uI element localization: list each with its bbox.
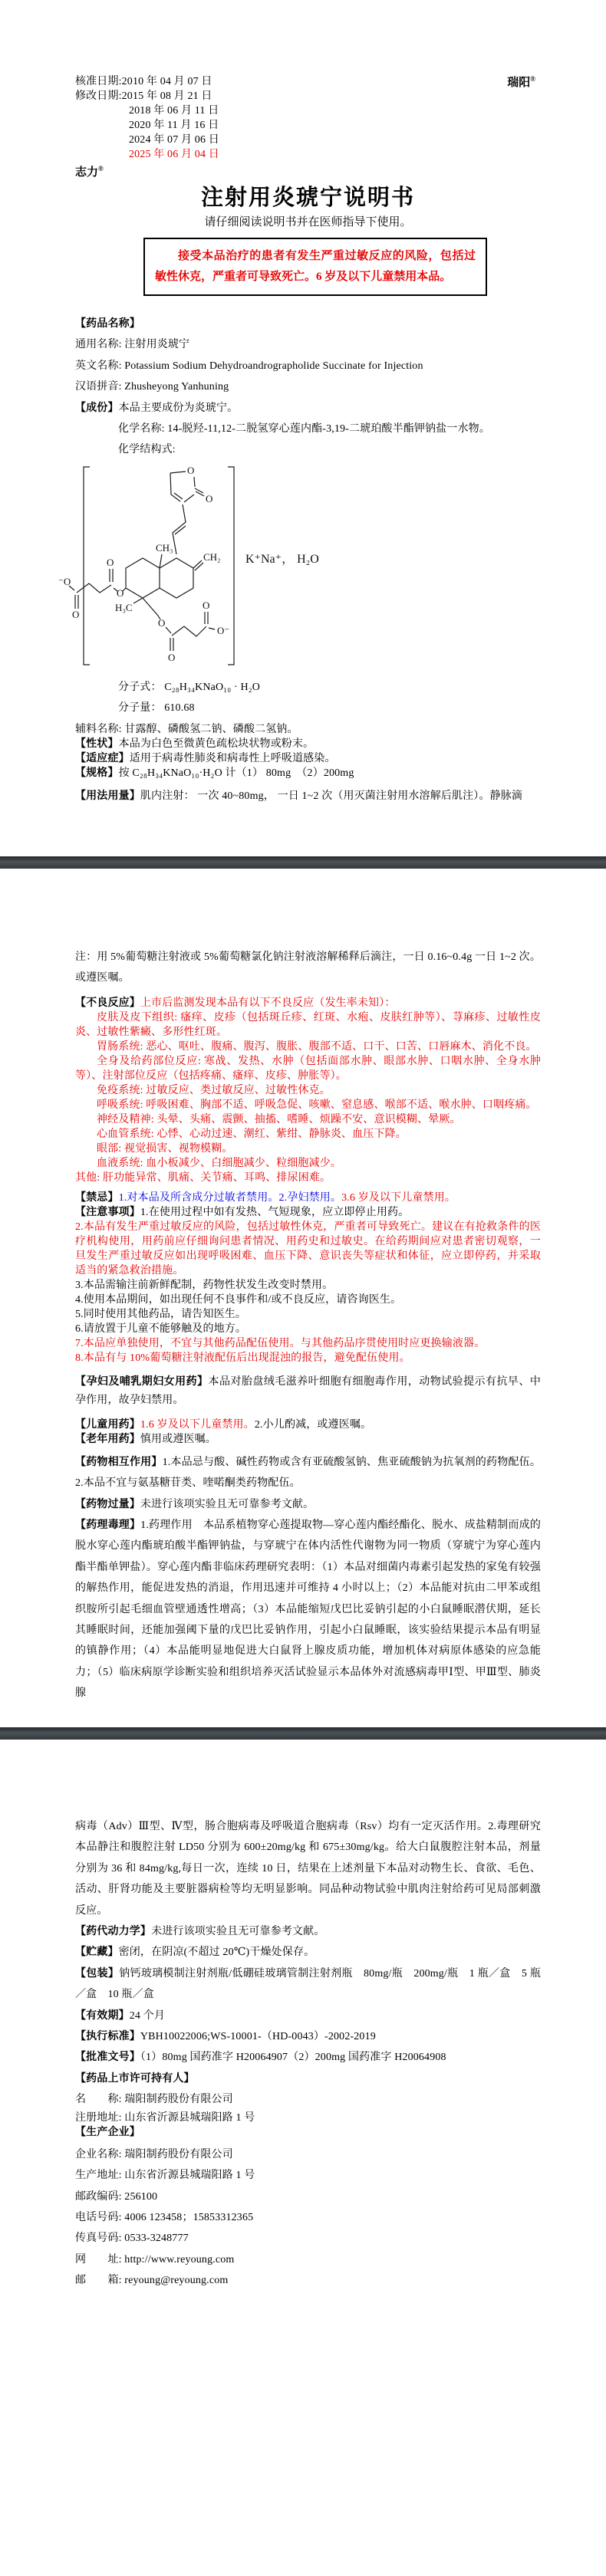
revision-date-row: 2024 年 07 月 06 日	[129, 134, 219, 146]
section-mah: 【药品上市许可持有人】	[75, 2072, 195, 2085]
section-pharmacokinetics: 【药代动力学】未进行该项实验且无可靠参考文献。	[75, 1926, 325, 1938]
dosage-note: 注：用 5%葡萄糖注射液或 5%葡萄糖氯化钠注射液溶解稀释后滴注，一日 0.16~0.4g 一日 1~2 次。或遵医嘱。	[75, 951, 541, 984]
bracket-left	[84, 467, 90, 665]
atom-label-o: O	[206, 492, 213, 504]
precautions-item-2: 2.本品有发生严重过敏反应的风险，包括过敏性休克，严重者可导致死亡。建议在有抢救条件的医疗机构使用，用药前应仔细询问患者情况、用药史和过敏史。在给药期间应对患者密切观察，一旦发生严重过敏反应如出现呼吸困难、血压下降、意识丧失等症状和体征，应立即停药，并采取适当的紧急救治措施。	[75, 1221, 541, 1276]
brand-ruiyang-text: 瑞阳	[507, 77, 531, 89]
section-description: 【性状】本品为白色至微黄色疏松块状物或粉末。	[75, 738, 315, 750]
section-package: 【包装】钠钙玻璃模制注射剂瓶/低硼硅玻璃管制注射剂瓶 80mg/瓶 200mg/瓶 1 瓶／盒 5 瓶／盒 10 瓶／盒	[75, 1967, 542, 2001]
adr-item: 呼吸系统: 呼吸困难、胸部不适、呼吸急促、咳嗽、窒息感、喉部不适、喉水肿、口咽疼痛。	[97, 1099, 537, 1111]
pharmacology-continued: 病毒（Adv）Ⅲ型、Ⅳ型，肠合胞病毒及呼吸道合胞病毒（Rsv）均有一定灭活作用。2.毒理研究 本品静注和腹腔注射 LD50 分别为 600±20mg/kg 和 675±30mg/kg。给大白鼠腹腔注射本品，剂量分别为 36 和 84mg/kg,每日一次，连续 10 日，结果在上述剂量下本品对动物生长、食欲、毛色、活动、肝肾功能及主要脏器病检等均无明显影响。同品种动物试验中肌肉注射给药可见局部刺激反应。	[75, 1821, 541, 1917]
atom-label-o-minus: ⁻O	[58, 575, 71, 587]
field-pinyin: 汉语拼音: Zhusheyong Yanhuning	[75, 381, 229, 393]
revision-date-row: 2020 年 11 月 16 日	[129, 120, 219, 131]
atom-label-o: O	[168, 651, 176, 663]
precautions-item: 6.请放置于儿童不能够触及的地方。	[75, 1322, 247, 1335]
methyl-left-label: H₃C	[115, 601, 133, 613]
adr-item: 胃肠系统: 恶心、呕吐、腹痛、腹泻、腹胀、腹部不适、口干、口苦、口唇麻木、消化不良。	[97, 1040, 537, 1053]
field-structure-label: 化学结构式:	[118, 444, 176, 456]
prod-address-row: 生产地址: 山东省沂源县城瑞阳路 1 号	[75, 2170, 255, 2182]
field-formula: 分子式： C₂₈H₃₄KNaO₁₀ · H₂O	[118, 681, 260, 693]
field-english-name: 英文名称: Potassium Sodium Dehydroandrographolide Succinate for Injection	[75, 360, 423, 372]
field-mol-weight: 分子量： 610.68	[118, 702, 195, 715]
section-standard: 【执行标准】YBH10022006;WS-10001-（HD-0043）-2002-2019	[75, 2031, 376, 2043]
precautions-item: 5.同时使用其他药品，请告知医生。	[75, 1308, 247, 1320]
vinyl-chain	[173, 504, 186, 554]
adr-item: 全身及给药部位反应: 寒战、发热、水肿（包括面部水肿、眼部水肿、口咽水肿、全身水肿等）、注射部位反应（包括疼痛、瘙痒、皮疹、肿胀等）。	[75, 1055, 541, 1082]
section-approval-number: 【批准文号】（1）80mg 国药准字 H20064907（2）200mg 国药准字 H20064908	[75, 2052, 446, 2064]
revision-date-row: 修改日期:2015 年 08 月 21 日	[75, 90, 212, 102]
section-adverse-reactions	[75, 996, 541, 1185]
mah-name-row: 名 称: 瑞阳制药股份有限公司	[75, 2094, 233, 2106]
precautions-item: 7.本品应单独使用，不宜与其他药品配伍使用。与其他药品序贯使用时应更换输液器。	[75, 1337, 486, 1349]
postcode-row: 邮政编码: 256100	[75, 2190, 158, 2203]
field-excipients: 辅料名称: 甘露醇、磷酸氢二钠、磷酸二氢钠。	[75, 723, 298, 735]
section-composition: 【成份】本品主要成份为炎琥宁。	[75, 402, 239, 414]
section-dosage: 【用法用量】肌内注射： 一次 40~80mg， 一日 1~2 次（用灭菌注射用水溶解后肌注）。静脉滴	[75, 790, 523, 802]
methylene-label: CH₂	[203, 550, 221, 563]
methyl-label: CH₃	[156, 541, 173, 554]
phone-row: 电话号码: 4006 123458；15853312365	[75, 2211, 254, 2223]
section-manufacturer: 【生产企业】	[75, 2126, 140, 2138]
section-overdose: 【药物过量】未进行该项实验且无可靠参考文献。	[75, 1498, 315, 1510]
field-chemical-name: 化学名称: 14-脱羟-11,12-二脱氢穿心莲内酯-3,19-二琥珀酸半酯钾钠盐一水物。	[118, 423, 490, 435]
subtitle: 请仔细阅读说明书并在医师指导下使用。	[204, 216, 412, 228]
section-interactions: 【药物相互作用】1.本品忌与酸、碱性药物或含有亚硫酸氢钠、焦亚硫酸钠为抗氧剂的药物配伍。2.本品不宜与氨基糖苷类、喹喏酮类药物配伍。	[75, 1456, 541, 1490]
atom-label-o: O	[117, 586, 124, 599]
section-precautions	[75, 1205, 541, 1365]
section-elderly: 【老年用药】慎用或遵医嘱。	[75, 1433, 216, 1445]
page-separator	[0, 1727, 606, 1740]
furanone-ring	[170, 465, 212, 504]
precautions-item: 8.本品有与 10%葡萄糖注射液配伍后出现混浊的报告，避免配伍使用。	[75, 1352, 410, 1364]
precautions-item: 4.使用本品期间，如出现任何不良事件和/或不良反应，请咨询医生。	[75, 1293, 402, 1306]
adr-item: 眼部: 视觉损害、视物模糊。	[97, 1142, 233, 1155]
page-1	[0, 0, 606, 856]
revision-date-row-latest: 2025 年 06 月 04 日	[129, 149, 219, 160]
atom-label-o: O	[158, 616, 166, 629]
revision-date-row: 2018 年 06 月 11 日	[129, 105, 219, 117]
section-pharmacology: 【药理毒理】1.药理作用 本品系植物穿心莲提取物—穿心莲内酯经酯化、脱水、成盐精制而成的脱水穿心莲内酯琥珀酸半酯钾钠盐，与穿琥宁在体内活性代谢物为同一物质（穿琥宁为穿心莲内酯半酯单钾盐）。穿心莲内酯非临床药理研究表明：（1）本品对细菌内毒素引起发热的家兔有较强的解热作用，能促进发热的消退，作用迅速并可维持 4 小时以上；（2）本品能对抗由二甲苯或组织胺所引起毛细血管壁通透性增高；（3）本品能缩短戊巴比妥钠引起的小白鼠睡眠潜伏期，延长其睡眠时间，还能加强阈下量的戊巴比妥钠作用，引起小白鼠睡眠，该实验结果提示本品有明显的镇静作用；（4）本品能明显地促进大白鼠肾上腺皮质功能，增加机体对病原体感染的应急能力；（5）临床病原学诊断实验和组织培养灭活试验显示本品体外对流感病毒甲Ⅰ型、甲Ⅲ型、肺炎腺	[75, 1520, 541, 1700]
field-generic-name: 通用名称: 注射用炎琥宁	[75, 339, 190, 351]
adr-item: 皮肤及皮下组织: 瘙痒、皮疹（包括斑丘疹、红斑、水疱、皮肤红肿等）、荨麻疹、过敏性皮炎、过敏性紫癜、多形性红斑。	[75, 1011, 541, 1038]
company-name-row: 企业名称: 瑞阳制药股份有限公司	[75, 2148, 233, 2160]
page-separator	[0, 856, 606, 869]
section-indications: 【适应症】适用于病毒性肺炎和病毒性上呼吸道感染。	[75, 752, 336, 764]
page-2	[0, 869, 606, 1727]
date-block	[75, 0, 541, 162]
boxed-warning: 接受本品治疗的患者有发生严重过敏反应的风险，包括过敏性休克，严重者可导致死亡。6 岁及以下儿童禁用本品。	[143, 238, 487, 296]
section-specification: 【规格】按 C₂₈H₃₄KNaO₁₀·H₂O 计（1） 80mg （2）200mg	[75, 767, 354, 779]
adr-item-other: 其他: 肝功能异常、肌痛、关节痛、耳鸣、排尿困难。	[75, 1171, 331, 1184]
registered-mark: ®	[98, 165, 104, 172]
section-drug-name: 【药品名称】	[75, 318, 140, 330]
email-row: 邮 箱: reyoung@reyoung.com	[75, 2275, 229, 2287]
adr-item: 血液系统: 血小板减少、白细胞减少、粒细胞减少。	[97, 1157, 341, 1169]
atom-label-o: O	[72, 608, 80, 620]
atom-label-o: O	[203, 599, 210, 611]
section-children: 【儿童用药】1.6 岁及以下儿童禁用。2.小儿酌减，或遵医嘱。	[75, 1418, 372, 1431]
brand-logo-ruiyang	[507, 74, 535, 90]
mah-address-row: 注册地址: 山东省沂源县城瑞阳路 1 号	[75, 2111, 255, 2124]
atom-label-o-minus: O⁻	[217, 624, 230, 636]
counter-ion-label: K⁺Na⁺， H₂O	[245, 552, 319, 566]
section-storage: 【贮藏】密闭，在阴凉(不超过 20℃)干燥处保存。	[75, 1947, 315, 1959]
page-3	[0, 1740, 606, 2576]
fax-row: 传真号码: 0533-3248777	[75, 2233, 189, 2245]
adr-item: 免疫系统: 过敏反应、类过敏反应、过敏性休克。	[97, 1084, 331, 1096]
adr-item: 神经及精神: 头晕、头痛、震颤、抽搐、嗜睡、烦躁不安、意识模糊、晕厥。	[97, 1113, 461, 1125]
section-validity: 【有效期】24 个月	[75, 2009, 165, 2022]
section-pregnancy: 【孕妇及哺乳期妇女用药】本品对胎盘绒毛滋养叶细胞有细胞毒作用，动物试验提示有抗早、中孕作用，故孕妇禁用。	[75, 1375, 541, 1406]
succinate-chain-bottom	[143, 598, 229, 663]
adr-intro-line: 【不良反应】上市后监测发现本品有以下不良反应（发生率未知）：	[75, 997, 396, 1009]
page-title: 注射用炎琥宁说明书	[200, 186, 415, 210]
precautions-line1: 【注意事项】1.在使用过程中如有发热、气短现象，应立即停止用药。	[75, 1206, 410, 1218]
atom-label-o: O	[107, 556, 114, 568]
chemical-structure	[55, 461, 393, 677]
registered-mark: ®	[530, 75, 535, 83]
approval-date-row: 核准日期:2010 年 04 月 07 日	[75, 76, 212, 87]
atom-label-o: O	[187, 464, 195, 476]
section-contraindications: 【禁忌】1.对本品及所含成分过敏者禁用。2.孕妇禁用。3.6 岁及以下儿童禁用。	[75, 1191, 456, 1204]
adr-item: 心血管系统: 心悸、心动过速、潮红、紫绀、静脉炎、血压下降。	[97, 1128, 407, 1140]
precautions-item: 3.本品需输注前新鲜配制，药物性状发生改变时禁用。	[75, 1279, 334, 1291]
website-row: 网 址: http://www.reyoung.com	[75, 2253, 235, 2266]
brand-logo-zhili: 志力®	[75, 165, 104, 179]
